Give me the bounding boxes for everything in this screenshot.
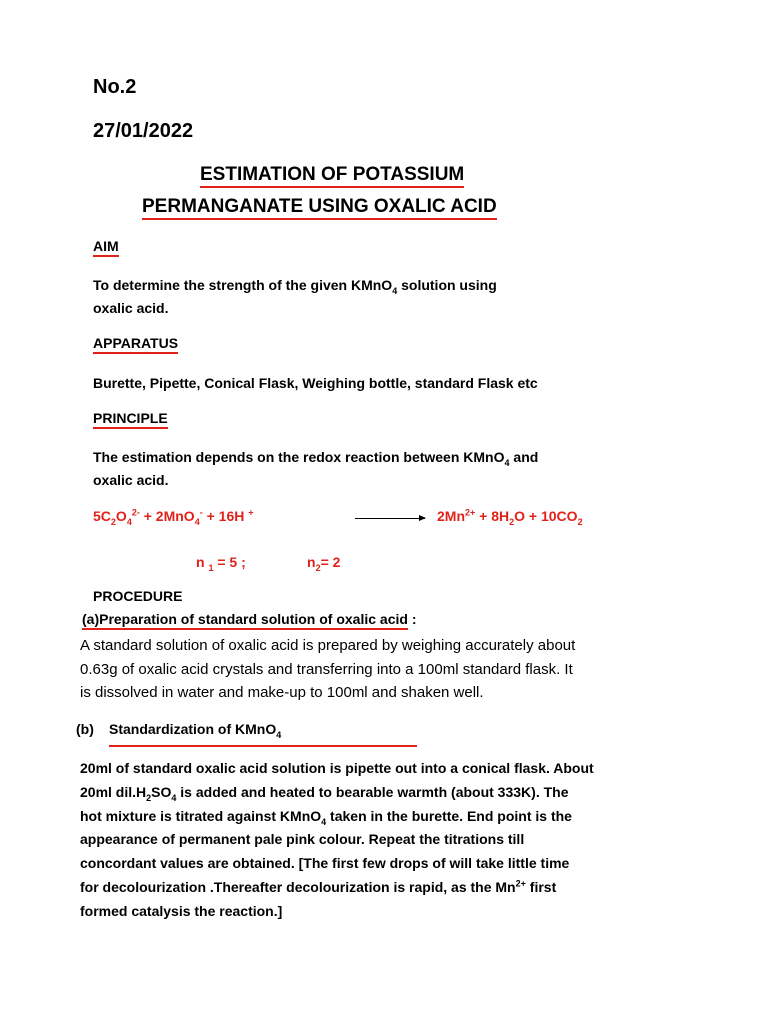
principle-text xyxy=(93,446,538,492)
apparatus-text: Burette, Pipette, Conical Flask, Weighing bottle, standard Flask etc xyxy=(93,375,538,391)
part-b-line: appearance of permanent pale pink colour. Repeat the titrations till xyxy=(80,831,525,848)
part-b-underline xyxy=(109,745,417,747)
part-a-text xyxy=(80,634,575,705)
aim-text xyxy=(93,274,497,320)
procedure-heading: PROCEDURE xyxy=(93,588,183,604)
part-a-line: 0.63g of oxalic acid crystals and transferring into a 100ml standard flask. It xyxy=(80,660,573,678)
aim-line-1: To determine the strength of the given KMnO$_4$ solution using xyxy=(93,277,497,296)
title-line-1: ESTIMATION OF POTASSIUM xyxy=(200,164,464,186)
part-b-line: for decolourization .Thereafter decolourization is rapid, as the $Mn^{2+}$ first xyxy=(80,878,557,895)
part-b-line: formed catalysis the reaction.] xyxy=(80,902,283,919)
principle-line-2: oxalic acid. xyxy=(93,472,169,488)
equation-reactants: $5C_2O_4^{2-} + 2MnO_4^- + 16H$ + xyxy=(93,507,254,527)
n1-value: n $_1$ = 5 ; xyxy=(196,554,246,573)
part-a-line: is dissolved in water and make-up to 100ml and shaken well. xyxy=(80,684,484,701)
part-b-line: hot mixture is titrated against KMnO$_4$ taken in the burette. End point is the xyxy=(80,807,572,827)
title-line-2: PERMANGANATE USING OXALIC ACID xyxy=(142,196,497,218)
n2-value: $n_2= 2$ xyxy=(307,554,341,573)
aim-heading: AIM xyxy=(93,238,119,254)
part-b-line: 20ml $dil.H_2SO_4$ is added and heated to bearable warmth (about 333K). The xyxy=(80,783,569,803)
part-b-label: (b) xyxy=(76,721,94,737)
document-number: No.2 xyxy=(93,76,137,98)
part-a-heading: (a)Preparation of standard solution of oxalic acid : xyxy=(82,611,417,627)
part-b-heading: Standardization of KMnO$_4$ xyxy=(109,721,282,740)
principle-line-1: The estimation depends on the redox reaction between KMnO$_4$ and xyxy=(93,449,539,468)
reaction-arrow-icon xyxy=(355,518,425,519)
part-b-line: concordant values are obtained. [The first few drops of will take little time xyxy=(80,855,570,872)
part-a-line: A standard solution of oxalic acid is prepared by weighing accurately about xyxy=(80,637,576,654)
equation-products: $2Mn^{2+} + 8H_2O + 10CO_2$ xyxy=(437,507,583,527)
principle-heading: PRINCIPLE xyxy=(93,410,168,426)
aim-line-2: oxalic acid. xyxy=(93,300,169,316)
document-date: 27/01/2022 xyxy=(93,120,194,142)
part-b-line: 20ml of standard oxalic acid solution is pipette out into a conical flask. About xyxy=(80,760,594,776)
apparatus-heading: APPARATUS xyxy=(93,335,178,351)
part-b-text xyxy=(80,757,594,924)
